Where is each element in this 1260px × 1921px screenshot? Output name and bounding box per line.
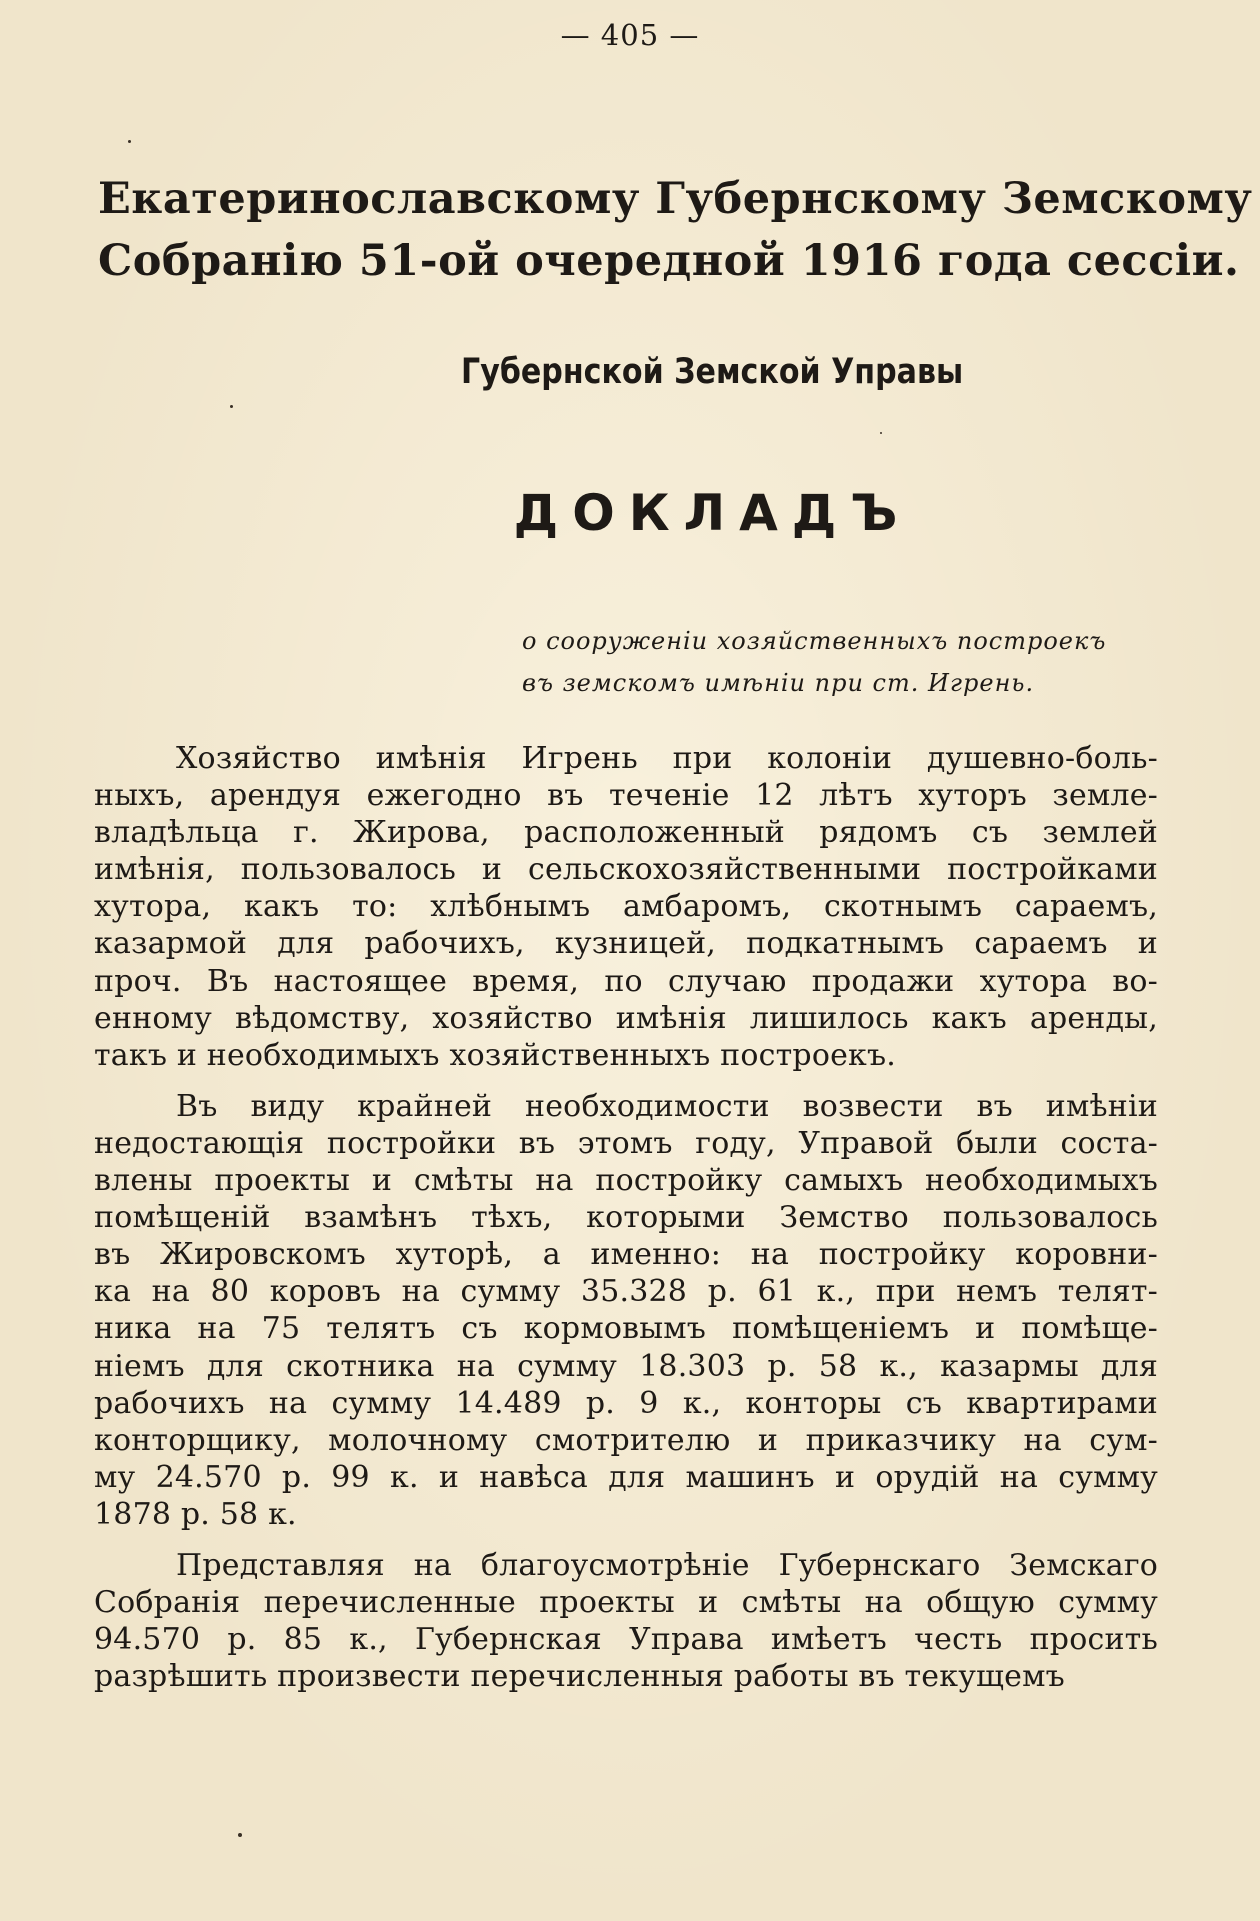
text-line: ныхъ, арендуя ежегодно въ теченіе 12 лѣтъ хуторъ земле- — [94, 778, 1158, 814]
text-line: Хозяйство имѣнія Игрень при колоніи душевно-боль- — [176, 741, 1158, 776]
text-line: Представляя на благоусмотрѣніе Губернскаго Земскаго — [176, 1547, 1158, 1583]
addressee-line-2: Собранію 51-ой очередной 1916 года сессіи. — [98, 236, 1240, 286]
text-line: конторщику, молочному смотрителю и приказчику на сум- — [94, 1422, 1158, 1458]
print-speck — [238, 1833, 242, 1837]
body-paragraph — [94, 740, 1158, 1074]
text-line: такъ и необходимыхъ хозяйственныхъ построекъ. — [94, 1037, 897, 1073]
text-line: владѣльца г. Жирова, расположенный рядомъ съ землей — [94, 815, 1158, 851]
text-line: 94.570 р. 85 к., Губернская Управа имѣетъ честь просить — [94, 1622, 1158, 1658]
text-line: ка на 80 коровъ на сумму 35.328 р. 61 к., при немъ телят- — [94, 1274, 1158, 1310]
text-line: помѣщеній взамѣнъ тѣхъ, которыми Земство пользовалось — [94, 1200, 1158, 1236]
text-line: имѣнія, пользовалось и сельскохозяйственными постройками — [94, 852, 1158, 888]
text-line: недостающія постройки въ этомъ году, Управой были соста- — [94, 1125, 1158, 1161]
subject-line-2: въ земскомъ имѣніи при ст. Игрень. — [522, 669, 1035, 697]
text-line: ніемъ для скотника на сумму 18.303 р. 58 к., казармы для — [94, 1348, 1158, 1384]
text-line: казармой для рабочихъ, кузницей, подкатнымъ сараемъ и — [94, 926, 1158, 962]
report-body — [94, 740, 1158, 1709]
text-line: рабочихъ на сумму 14.489 р. 9 к., конторы съ квартирами — [94, 1385, 1158, 1421]
addressee-heading — [98, 168, 1253, 292]
body-paragraph — [94, 1547, 1158, 1695]
text-line: 1878 р. 58 к. — [94, 1496, 297, 1532]
print-speck — [880, 432, 882, 434]
text-line: му 24.570 р. 99 к. и навѣса для машинъ и орудій на сумму — [94, 1459, 1158, 1495]
text-line: енному вѣдомству, хозяйство имѣнія лишилось какъ аренды, — [94, 1000, 1158, 1036]
document-type-heading: ДОКЛАДЪ — [513, 484, 912, 542]
text-line: Въ виду крайней необходимости возвести въ имѣніи — [176, 1088, 1158, 1124]
print-speck — [230, 405, 233, 408]
text-line: разрѣшить произвести перечисленныя работы въ текущемъ — [94, 1659, 1065, 1695]
text-line: въ Жировскомъ хуторѣ, а именно: на постройку коровни- — [94, 1237, 1158, 1273]
text-line: хутора, какъ то: хлѣбнымъ амбаромъ, скотнымъ сараемъ, — [94, 889, 1158, 925]
text-line: влены проекты и смѣты на постройку самыхъ необходимыхъ — [94, 1163, 1158, 1199]
authority-heading: Губернской Земской Управы — [461, 352, 964, 392]
addressee-line-1: Екатеринославскому Губернскому Земскому — [98, 174, 1253, 224]
text-line: Собранія перечисленные проекты и смѣты на общую сумму — [94, 1585, 1158, 1621]
report-subject — [522, 620, 1182, 704]
body-paragraph — [94, 1088, 1158, 1533]
print-speck — [128, 140, 131, 143]
text-line: ника на 75 телятъ съ кормовымъ помѣщеніемъ и помѣще- — [94, 1311, 1158, 1347]
subject-line-1: о сооруженіи хозяйственныхъ построекъ — [522, 627, 1107, 655]
text-line: проч. Въ настоящее время, по случаю продажи хутора во- — [94, 963, 1158, 999]
page-number: — 405 — — [560, 18, 700, 52]
